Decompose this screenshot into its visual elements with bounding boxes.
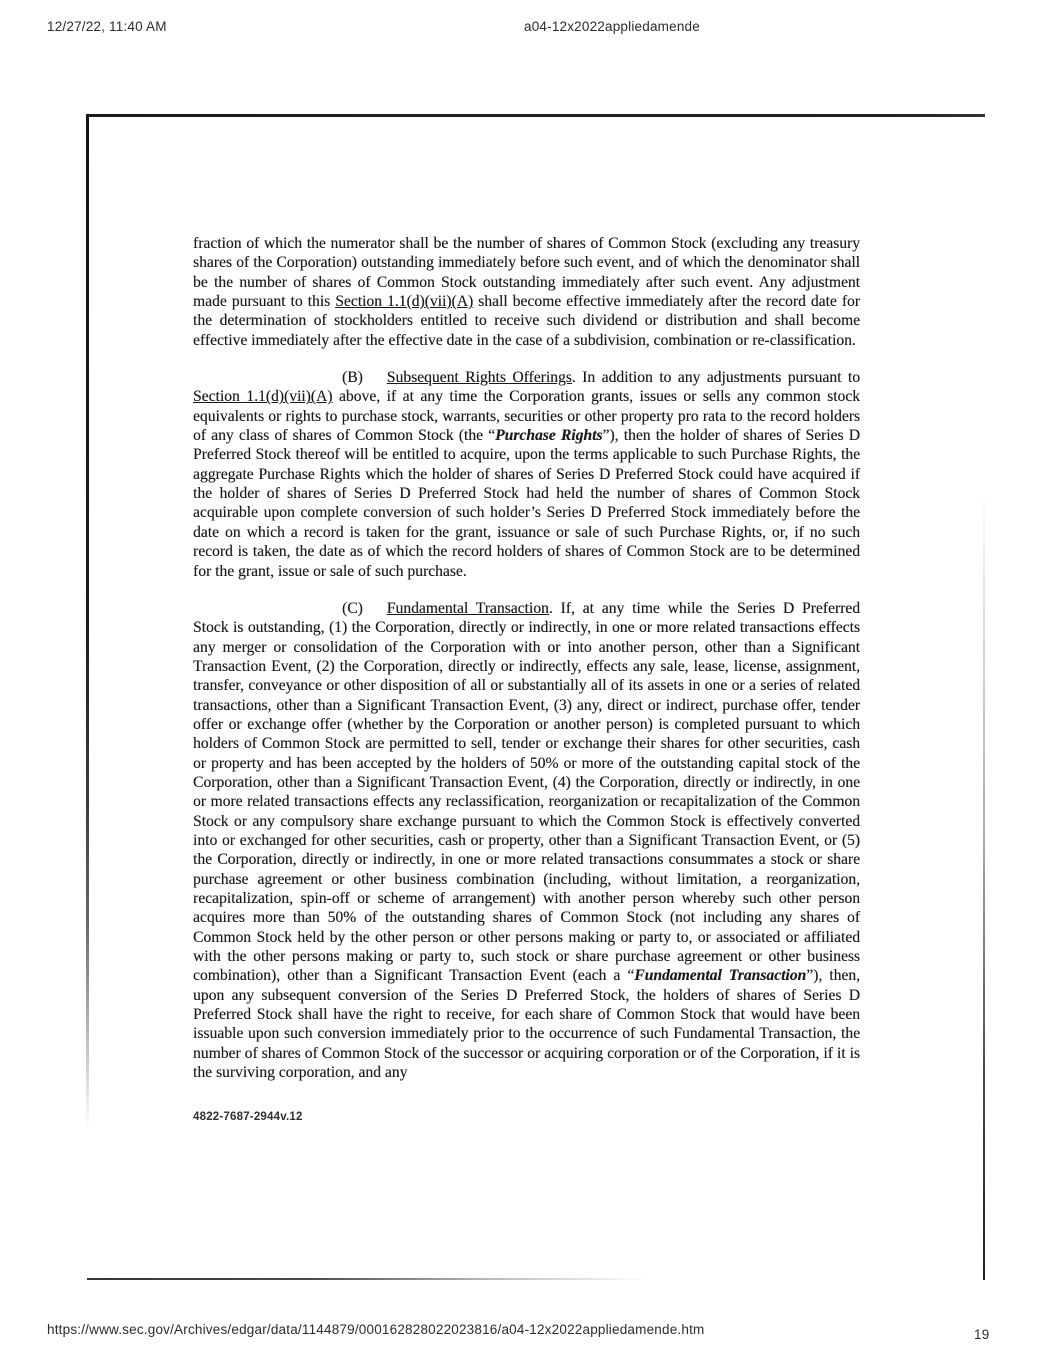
page-border-top [87, 114, 985, 117]
document-control-number: 4822-7687-2944v.12 [193, 1111, 303, 1124]
text-run: . If, at any time while the Series D Preferred Stock is outstanding, (1) the Corporation, directly or indirectly, in one or more related transactions effects any merger or consolidation of the Corporation with or into another person, other than a Significant Transaction Event, (2) the Corporation, directly or indirectly, effects any sale, lease, license, assignment, transfer, conveyance or other disposition of all or substantially all of its assets in one or a series of related transactions, other than a Significant Transaction Event, (3) any, direct or indirect, purchase offer, tender offer or exchange offer (whether by the Corporation or another person) is completed pursuant to which holders of Common Stock are permitted to sell, tender or exchange their shares for other securities, cash or property and has been accepted by the holders of 50% or more of the outstanding capital stock of the Corporation, other than a Significant Transaction Event, (4) the Corporation, directly or indirectly, in one or more related transactions effects any reclassification, reorganization or recapitalization of the Common Stock or any compulsory share exchange pursuant to which the Common Stock is effectively converted into or exchanged for other securities, cash or property, other than a Significant Transaction Event, or (5) the Corporation, directly or indirectly, in one or more related transactions consummates a stock or share purchase agreement or other business combination (including, without limitation, a reorganization, recapitalization, spin-off or scheme of arrangement) with another person whereby such other person acquires more than 50% of the outstanding shares of Common Stock (not including any shares of Common Stock held by the other person or other persons making or party to, or associated or affiliated with the other persons making or party to, such stock or share purchase agreement or other business combination), other than a Significant Transaction Event (each a “ [193, 599, 861, 985]
print-footer-url: https://www.sec.gov/Archives/edgar/data/1144879/000162828022023816/a04-12x2022appliedamende.htm [47, 1322, 705, 1337]
page-border-right [983, 114, 985, 1280]
text-run: Fundamental Transaction [386, 599, 549, 617]
scanned-document-page [87, 114, 985, 1280]
text-run: . In addition to any adjustments pursuant to [571, 369, 860, 387]
print-header-datetime: 12/27/22, 11:40 AM [47, 19, 167, 34]
text-run: shall become effective immediately after the record date for the determination of stockholders entitled to receive such dividend or distribution and shall become effective immediately after the effective date in the case of a subdivision, combination or re-classification. [193, 293, 860, 349]
paragraph [193, 599, 860, 1083]
text-run: Section 1.1(d)(vii)(A) [335, 293, 474, 311]
text-run: above, if at any time the Corporation grants, issues or sells any common stock equivalents or rights to purchase stock, warrants, securities or other property pro rata to the record holders of any class of shares of Common Stock (the “ [193, 388, 861, 445]
text-run: Purchase Rights [495, 427, 603, 445]
paragraph [193, 368, 860, 581]
page-border-bottom [87, 1278, 647, 1280]
text-run: Fundamental Transaction [634, 967, 807, 985]
text-run: ”), then, upon any subsequent conversion of the Series D Preferred Stock, the holders of shares of Series D Preferred Stock shall have the right to receive, for each share of Common Stock that would have been issuable upon such conversion immediately prior to the occurrence of such Fundamental Transaction, the number of shares of Common Stock of the successor or acquiring corporation or of the Corporation, if it is the surviving corporation, and any [193, 967, 860, 1082]
print-footer-page-number: 19 [974, 1327, 990, 1342]
text-run: (C) [342, 599, 363, 617]
print-header-title: a04-12x2022appliedamende [524, 19, 700, 34]
text-run: Section 1.1(d)(vii)(A) [193, 388, 333, 406]
text-run: Subsequent Rights Offerings [386, 369, 572, 387]
text-run: ”), then the holder of shares of Series D Preferred Stock thereof will be entitled to acquire, upon the terms applicable to such Purchase Rights, the aggregate Purchase Rights which the holder of shares of Series D Preferred Stock could have acquired if the holder of shares of Series D Preferred Stock had held the number of shares of Common Stock acquirable upon complete conversion of such holder’s Series D Preferred Stock immediately before the date on which a record is taken for the grant, issuance or sale of such Purchase Rights, or, if no such record is taken, the date as of which the record holders of shares of Common Stock are to be determined for the grant, issue or sale of such purchase. [193, 427, 860, 580]
document-text [193, 234, 860, 1139]
page-border-left [86, 114, 89, 1129]
text-run: (B) [342, 369, 363, 387]
paragraph [193, 234, 860, 350]
text-run: fraction of which the numerator shall be the number of shares of Common Stock (excluding any treasury shares of the Corporation) outstanding immediately before such event, and of which the denominator shall be the number of shares of Common Stock outstanding immediately after such event. Any adjustment made pursuant to this [193, 235, 860, 311]
